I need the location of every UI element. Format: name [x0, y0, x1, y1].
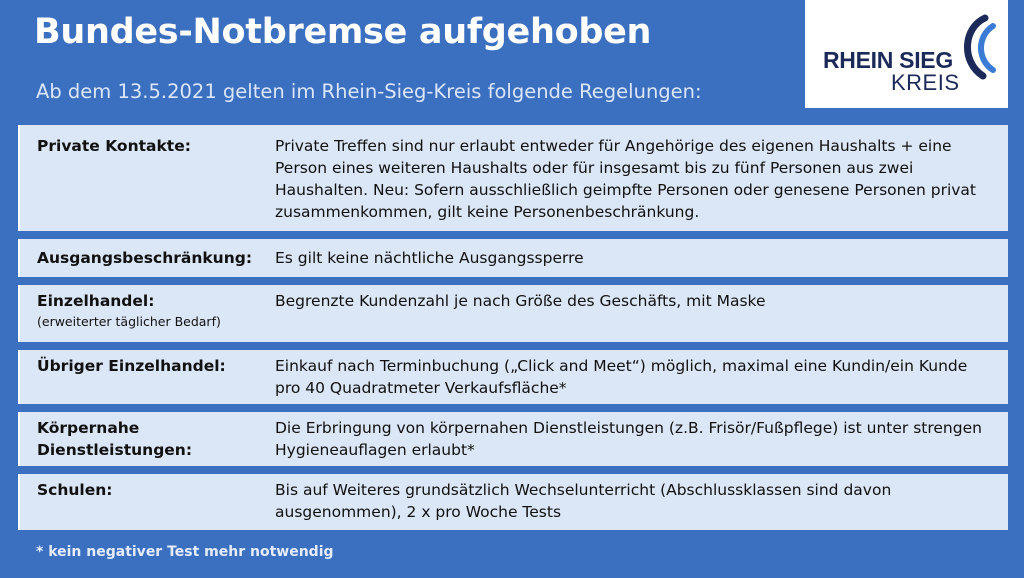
row-text: Einkauf nach Terminbuchung („Click and Meet“) möglich, maximal eine Kundin/ein Kunde pro 40 Quadratmeter Verkaufsfläche* [275, 357, 968, 397]
table-row-private-kontakte [18, 125, 1008, 231]
row-text: Private Treffen sind nur erlaubt entweder für Angehörige des eigenen Haushalts + eine Person eines weiteren Haushalts oder für insgesamt bis zu fünf Personen aus zwei Haushalten. Neu: Sofern ausschließlich geimpfte Personen oder genesene Personen privat zusammenkommen, gilt keine Personenbeschränkung. [275, 137, 977, 221]
row-label: Private Kontakte: [37, 137, 191, 155]
logo-text-line2: KREIS [891, 70, 960, 95]
row-text: Begrenzte Kundenzahl je nach Größe des Geschäfts, mit Maske [275, 292, 766, 310]
row-text: Es gilt keine nächtliche Ausgangssperre [275, 249, 584, 267]
table-row-ausgangsbeschraenkung [18, 239, 1008, 277]
table-row-einzelhandel [18, 285, 1008, 342]
row-text: Die Erbringung von körpernahen Dienstleistungen (z.B. Frisör/Fußpflege) ist unter strengen Hygieneauflagen erlaubt* [275, 419, 982, 459]
row-label: Schulen: [37, 481, 113, 499]
row-sublabel: (erweiterter täglicher Bedarf) [37, 314, 221, 329]
footnote: * kein negativer Test mehr notwendig [36, 544, 334, 560]
table-row-koerpernahe-dienstleistungen [18, 412, 1008, 466]
page-title: Bundes-Notbremse aufgehoben [34, 12, 652, 52]
table-row-schulen [18, 474, 1008, 530]
page-subtitle: Ab dem 13.5.2021 gelten im Rhein-Sieg-Kreis folgende Regelungen: [36, 80, 702, 103]
row-label [37, 290, 267, 332]
logo-arc-icon [955, 14, 1001, 84]
row-text: Bis auf Weiteres grundsätzlich Wechselunterricht (Abschlussklassen sind davon ausgenommen), 2 x pro Woche Tests [275, 481, 892, 521]
logo-text-line1: RHEIN SIEG [823, 47, 953, 73]
row-label-text: Einzelhandel: [37, 292, 155, 310]
rhein-sieg-kreis-logo [805, 0, 1008, 108]
row-label: Ausgangsbeschränkung: [37, 249, 253, 267]
row-label: Übriger Einzelhandel: [37, 357, 226, 375]
table-row-uebriger-einzelhandel [18, 350, 1008, 404]
row-label: Körpernahe Dienstleistungen: [37, 419, 193, 459]
